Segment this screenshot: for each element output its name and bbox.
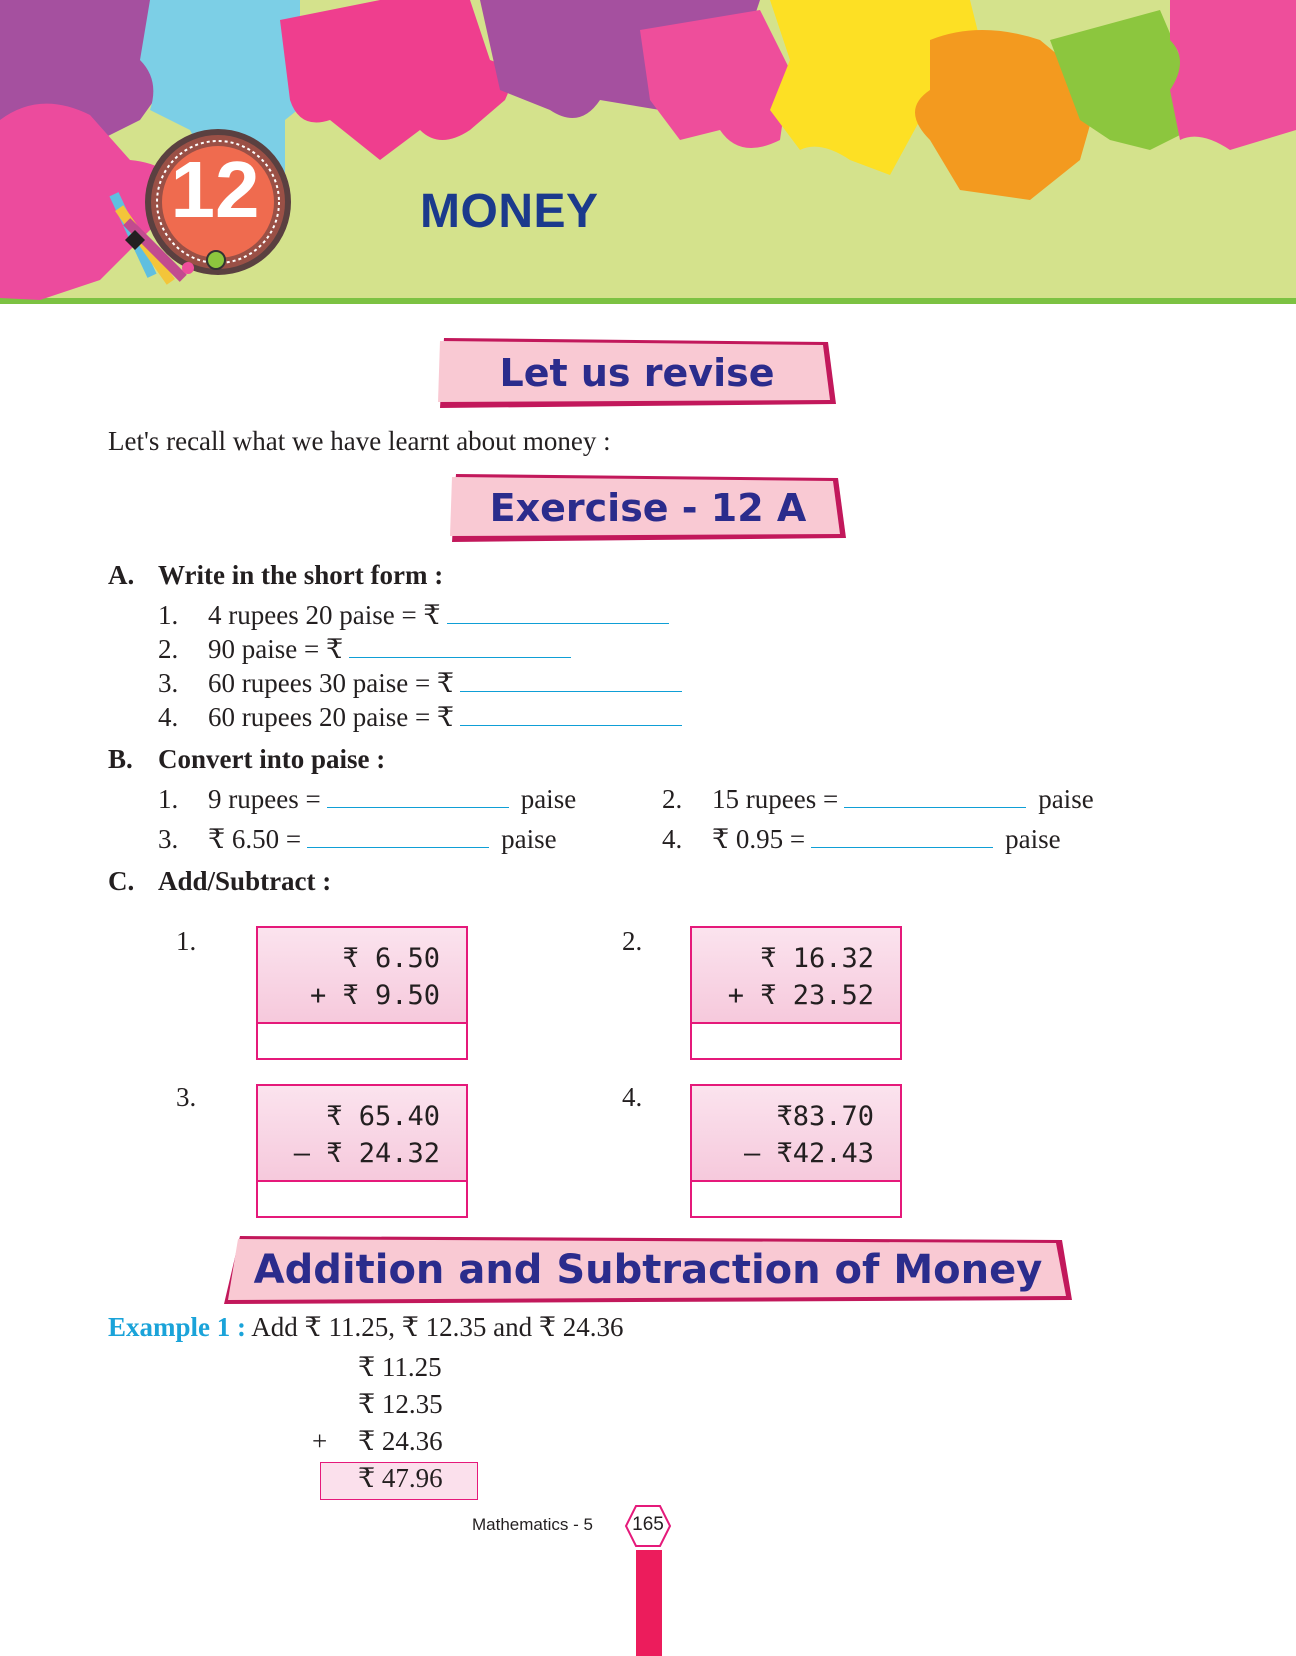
section-c-title: Add/Subtract : (158, 866, 332, 896)
section-c-letter: C. (108, 866, 135, 896)
example-1-label: Example 1 : (108, 1312, 246, 1342)
answer-blank[interactable] (327, 786, 509, 808)
answer-blank[interactable] (447, 602, 669, 624)
sum-box-3 (256, 1084, 468, 1218)
question-a1: 1. 4 rupees 20 paise = ₹ (158, 600, 669, 631)
section-b-title: Convert into paise : (158, 744, 386, 774)
question-b1: 1. 9 rupees = paise (158, 784, 577, 814)
sum-box-line: – ₹ 24.32 (293, 1138, 440, 1169)
sum-box-line: ₹ 6.50 (342, 943, 440, 974)
sum-box-2 (690, 926, 902, 1060)
sum-box-line: ₹ 65.40 (326, 1101, 440, 1132)
answer-blank[interactable] (460, 670, 682, 692)
box-3-number: 3. (176, 1082, 197, 1112)
answer-box[interactable] (258, 1182, 466, 1216)
chapter-banner (0, 0, 1296, 304)
answer-blank[interactable] (460, 704, 682, 726)
example-row: ₹ 12.35 (358, 1389, 443, 1419)
question-a2: 2. 90 paise = ₹ (158, 634, 571, 665)
page-tab-bar (636, 1550, 662, 1656)
answer-box[interactable] (258, 1024, 466, 1058)
sum-box-1 (256, 926, 468, 1060)
page-number: 165 (632, 1514, 664, 1535)
box-1-number: 1. (176, 926, 197, 956)
example-operator: + (312, 1426, 328, 1456)
answer-box[interactable] (692, 1024, 900, 1058)
intro-text: Let's recall what we have learnt about money : (108, 426, 611, 456)
chapter-title: MONEY (420, 185, 599, 238)
sum-box-line: + ₹ 9.50 (309, 980, 440, 1011)
sum-box-line: ₹83.70 (776, 1101, 874, 1132)
sum-box-4 (690, 1084, 902, 1218)
exercise-heading: Exercise - 12 A (489, 486, 807, 530)
section-a-letter: A. (108, 560, 135, 590)
addition-heading-ribbon (224, 1236, 1072, 1304)
addition-heading: Addition and Subtraction of Money (253, 1247, 1043, 1293)
revise-heading: Let us revise (499, 351, 775, 395)
footer-subject: Mathematics - 5 (472, 1515, 593, 1534)
answer-blank[interactable] (844, 786, 1026, 808)
answer-blank[interactable] (811, 826, 993, 848)
answer-blank[interactable] (307, 826, 489, 848)
revise-heading-ribbon (438, 338, 836, 408)
example-result: ₹ 47.96 (358, 1463, 443, 1493)
question-b4: 4. ₹ 0.95 = paise (662, 824, 1061, 854)
answer-blank[interactable] (349, 636, 571, 658)
box-2-number: 2. (622, 926, 643, 956)
question-a3: 3. 60 rupees 30 paise = ₹ (158, 668, 682, 699)
section-c-heading (108, 866, 331, 897)
sum-box-line: – ₹42.43 (743, 1138, 874, 1169)
section-b-letter: B. (108, 744, 133, 774)
box-4-number: 4. (622, 1082, 643, 1112)
example-1 (108, 1312, 624, 1343)
section-b-heading (108, 744, 385, 775)
question-b3: 3. ₹ 6.50 = paise (158, 824, 557, 854)
sum-box-line: ₹ 16.32 (760, 943, 874, 974)
example-row: ₹ 11.25 (358, 1352, 442, 1382)
section-a-heading (108, 560, 443, 591)
section-a-title: Write in the short form : (158, 560, 444, 590)
exercise-heading-ribbon (450, 474, 846, 542)
example-row: ₹ 24.36 (358, 1426, 443, 1456)
chapter-number: 12 (170, 145, 260, 234)
sum-box-line: + ₹ 23.52 (727, 980, 874, 1011)
question-b2: 2. 15 rupees = paise (662, 784, 1094, 814)
answer-box[interactable] (692, 1182, 900, 1216)
example-1-text: Add ₹ 11.25, ₹ 12.35 and ₹ 24.36 (251, 1312, 624, 1342)
question-a4: 4. 60 rupees 20 paise = ₹ (158, 702, 682, 733)
